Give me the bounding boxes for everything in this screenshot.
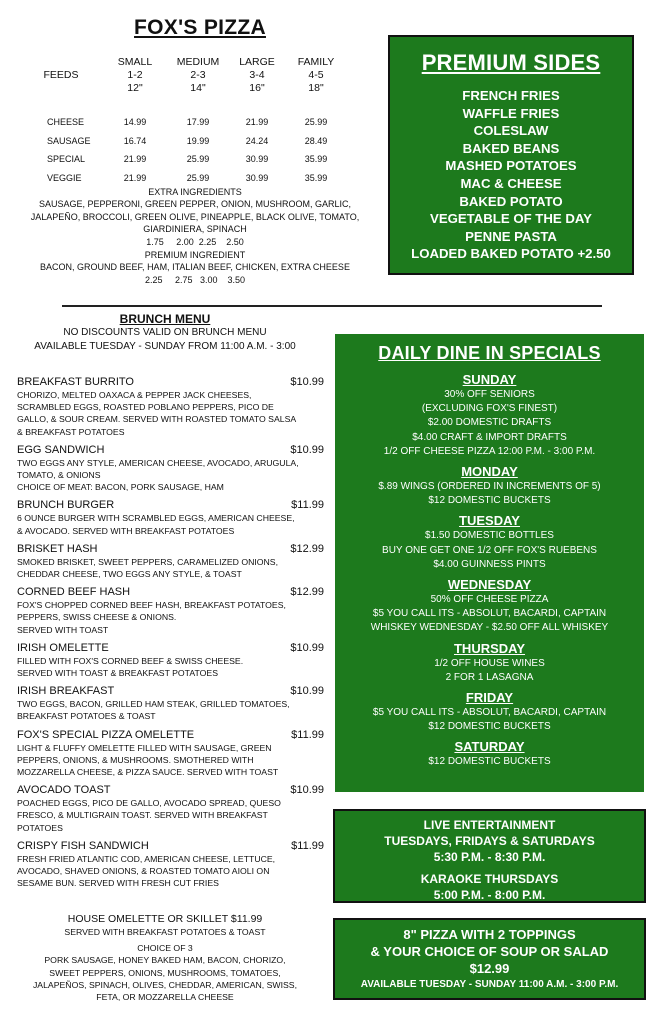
extra-ingredients-line: SAUSAGE, PEPPERONI, GREEN PEPPER, ONION, MUSHROOM, GARLIC, [38, 199, 352, 210]
brunch-note: NO DISCOUNTS VALID ON BRUNCH MENU [63, 327, 267, 338]
item-name: BRUNCH BURGER [17, 499, 115, 512]
side-item: BAKED POTATO [459, 193, 563, 209]
item-name: CRISPY FISH SANDWICH [17, 839, 149, 852]
item-name: AVOCADO TOAST [17, 784, 111, 797]
extra-ingredients-line: GIARDINIERA, SPINACH [143, 224, 247, 235]
item-name: BRISKET HASH [17, 542, 98, 555]
pizza-size-header [20, 56, 380, 95]
item-description: POACHED EGGS, PICO DE GALLO, AVOCADO SPREAD, QUESO FRESCO, & MULTIGRAIN TOAST. SERVED WITH BREAKFAST POTATOES [17, 798, 281, 833]
special-line: $5 YOU CALL ITS - ABSOLUT, BACARDI, CAPTAIN [372, 608, 607, 620]
brunch-header [0, 312, 330, 353]
promo-line: 8" PIZZA WITH 2 TOPPINGS [403, 927, 576, 942]
day-name: FRIDAY [465, 690, 514, 706]
extra-ingredients-line: JALAPEÑO, BROCCOLI, GREEN OLIVE, PINEAPPLE, BLACK OLIVE, TOMATO, [30, 211, 360, 222]
item-name: IRISH OMELETTE [17, 641, 109, 654]
side-item: MASHED POTATOES [445, 158, 577, 174]
item-price: $10.99 [290, 376, 324, 388]
extra-ingredients-heading: EXTRA INGREDIENTS [148, 187, 242, 197]
item-price: $10.99 [290, 784, 324, 797]
size-medium: MEDIUM [176, 56, 220, 68]
premium-ingredient-heading: PREMIUM INGREDIENT [144, 250, 246, 261]
menu-item [17, 375, 324, 438]
house-omelette-option-line: FETA, OR MOZZARELLA CHEESE [96, 992, 234, 1003]
special-day [335, 577, 644, 636]
item-description: CHORIZO, MELTED OAXACA & PEPPER JACK CHEESES, SCRAMBLED EGGS, ROASTED POBLANO PEPPERS, PICO DE GALLO, & SOUR CREAM. SERVED WITH ROASTED TOMATO SALSA & BREAKFAST POTATOES [17, 390, 296, 437]
brunch-availability: AVAILABLE TUESDAY - SUNDAY FROM 11:00 A.M. - 3:00 [34, 340, 296, 352]
karaoke-heading: KARAOKE THURSDAYS [420, 872, 559, 886]
item-description: TWO EGGS, BACON, GRILLED HAM STEAK, GRILLED TOMATOES, BREAKFAST POTATOES & TOAST [17, 699, 290, 722]
item-price: $10.99 [290, 443, 324, 456]
special-day [335, 513, 644, 572]
special-line: 2 FOR 1 LASAGNA [445, 671, 534, 683]
item-price: $12.99 [290, 586, 324, 599]
item-description: FOX'S CHOPPED CORNED BEEF HASH, BREAKFAST POTATOES, PEPPERS, SWISS CHEESE & ONIONS. SERVED WITH TOAST [17, 600, 286, 635]
size-small: SMALL [117, 56, 153, 68]
day-name: SUNDAY [462, 372, 517, 387]
feeds-family: 4-5 [308, 69, 324, 81]
special-line: 50% OFF CHEESE PIZZA [430, 594, 549, 606]
special-day [335, 641, 644, 685]
special-line: $12 DOMESTIC BUCKETS [428, 756, 551, 768]
special-line: 30% OFF SENIORS [444, 389, 535, 400]
inch-family: 18" [308, 82, 324, 94]
brunch-heading: BRUNCH MENU [119, 312, 211, 326]
pizza-promo-box [335, 920, 644, 998]
feeds-large: 3-4 [249, 69, 265, 81]
pizza-price-table [20, 113, 380, 187]
live-entertainment-heading: LIVE ENTERTAINMENT [423, 818, 556, 832]
side-item: PENNE PASTA [465, 228, 557, 244]
side-item: LOADED BAKED POTATO +2.50 [411, 246, 611, 262]
day-name: TUESDAY [459, 513, 520, 529]
special-day [335, 690, 644, 734]
special-line: $4.00 GUINNESS PINTS [433, 558, 546, 570]
side-item: MAC & CHEESE [460, 175, 562, 191]
item-description: FILLED WITH FOX'S CORNED BEEF & SWISS CHEESE. SERVED WITH TOAST & BREAKFAST POTATOES [17, 655, 244, 679]
inch-large: 16" [249, 82, 265, 94]
house-omelette-section [0, 913, 330, 1003]
promo-availability: AVAILABLE TUESDAY - SUNDAY 11:00 A.M. - 3:00 P.M. [360, 979, 619, 990]
house-omelette-option-line: PORK SAUSAGE, HONEY BAKED HAM, BACON, CHORIZO, [44, 955, 286, 966]
item-price: $11.99 [291, 728, 324, 741]
item-name: IRISH BREAKFAST [17, 685, 115, 698]
menu-item [17, 783, 324, 834]
live-entertainment-box [335, 811, 644, 901]
item-name: EGG SANDWICH [17, 443, 105, 456]
item-description: FRESH FRIED ATLANTIC COD, AMERICAN CHEESE, LETTUCE, AVOCADO, SHAVED ONIONS, & ROASTED TOMATO AIOLI ON SESAME BUN. SERVED WITH FRESH CUT FRIES [17, 853, 276, 889]
price-row: VEGGIE 21.99 25.99 30.99 35.99 [47, 172, 328, 183]
live-entertainment-days: TUESDAYS, FRIDAYS & SATURDAYS [384, 834, 595, 848]
premium-sides-box [390, 37, 632, 273]
item-price: $10.99 [290, 685, 324, 698]
menu-item [17, 728, 324, 779]
size-family: FAMILY [297, 56, 335, 68]
special-line: $12 DOMESTIC BUCKETS [428, 721, 551, 733]
premium-sides-list [390, 87, 632, 263]
side-item: BAKED BEANS [462, 140, 560, 156]
inch-medium: 14" [190, 82, 206, 94]
special-line: 1/2 OFF CHEESE PIZZA 12:00 P.M. - 3:00 P.M. [383, 445, 596, 457]
item-name: CORNED BEEF HASH [17, 586, 131, 599]
special-line: $4.00 CRAFT & IMPORT DRAFTS [412, 431, 567, 443]
menu-item [17, 498, 324, 536]
promo-price: $12.99 [469, 961, 510, 976]
special-day [335, 372, 644, 459]
feeds-medium: 2-3 [190, 69, 206, 81]
special-line: $.89 WINGS (ORDERED IN INCREMENTS OF 5) [378, 481, 601, 493]
special-line: BUY ONE GET ONE 1/2 OFF FOX'S RUEBENS [382, 544, 597, 556]
menu-item [17, 542, 324, 580]
daily-specials-heading: DAILY DINE IN SPECIALS [378, 343, 601, 363]
side-item: VEGETABLE OF THE DAY [430, 211, 592, 227]
item-description: SMOKED BRISKET, SWEET PEPPERS, CARAMELIZED ONIONS, CHEDDAR CHEESE, TWO EGGS ANY STYLE, & TOAST [17, 556, 279, 580]
price-row: SPECIAL 21.99 25.99 30.99 35.99 [47, 154, 328, 165]
item-price: $10.99 [290, 641, 324, 654]
special-line: $12 DOMESTIC BUCKETS [428, 495, 551, 507]
item-price: $12.99 [290, 542, 324, 555]
special-day [335, 464, 644, 508]
menu-item [17, 585, 324, 636]
special-line: $1.50 DOMESTIC BOTTLES [425, 530, 554, 542]
special-day [335, 739, 644, 769]
menu-item [17, 641, 324, 679]
house-omelette-choice: CHOICE OF 3 [137, 943, 193, 954]
premium-sides-heading: PREMIUM SIDES [421, 50, 601, 75]
special-line: $5 YOU CALL ITS - ABSOLUT, BACARDI, CAPTAIN [372, 707, 607, 719]
day-name: SATURDAY [454, 739, 525, 755]
item-description: LIGHT & FLUFFY OMELETTE FILLED WITH SAUSAGE, GREEN PEPPERS, ONIONS, & MUSHROOMS. SMOTHERED WITH MOZZARELLA CHEESE, & PIZZA SAUCE. SERVED WITH TOAST [17, 742, 279, 778]
side-item: COLESLAW [473, 123, 549, 139]
house-omelette-heading: HOUSE OMELETTE OR SKILLET $11.99 [67, 913, 263, 925]
brunch-items [17, 375, 324, 894]
size-large: LARGE [239, 56, 275, 68]
premium-ingredient-list: BACON, GROUND BEEF, HAM, ITALIAN BEEF, CHICKEN, EXTRA CHEESE [40, 262, 350, 273]
daily-specials-box [335, 334, 644, 792]
item-name: FOX'S SPECIAL PIZZA OMELETTE [17, 728, 195, 741]
house-omelette-served: SERVED WITH BREAKFAST POTATOES & TOAST [64, 927, 266, 937]
menu-title: FOX'S PIZZA [134, 16, 266, 39]
feeds-label: FEEDS [43, 69, 79, 81]
price-row: CHEESE 14.99 17.99 21.99 25.99 [47, 117, 328, 128]
special-line: (EXCLUDING FOX'S FINEST) [421, 403, 558, 415]
item-description: TWO EGGS ANY STYLE, AMERICAN CHEESE, AVOCADO, ARUGULA, TOMATO, & ONIONS CHOICE OF MEAT: BACON, PORK SAUSAGE, HAM [17, 457, 299, 493]
special-line: 1/2 OFF HOUSE WINES [434, 657, 545, 669]
promo-line: & YOUR CHOICE OF SOUP OR SALAD [370, 944, 609, 959]
premium-ingredient-prices: 2.25 2.75 3.00 3.50 [144, 274, 246, 285]
side-item: FRENCH FRIES [462, 88, 560, 103]
menu-item [17, 443, 324, 494]
feeds-small: 1-2 [127, 69, 143, 81]
special-line: $2.00 DOMESTIC DRAFTS [427, 417, 552, 429]
house-omelette-option-line: SWEET PEPPERS, ONIONS, MUSHROOMS, TOMATOES, [49, 967, 281, 978]
item-price: $11.99 [291, 499, 324, 512]
menu-item [17, 839, 324, 890]
item-description: 6 OUNCE BURGER WITH SCRAMBLED EGGS, AMERICAN CHEESE, & AVOCADO. SERVED WITH BREAKFAST POTATOES [17, 513, 295, 536]
section-divider [62, 305, 602, 307]
extra-ingredients [0, 186, 390, 286]
side-item: WAFFLE FRIES [462, 105, 560, 121]
day-name: MONDAY [461, 464, 518, 480]
price-row: SAUSAGE 16.74 19.99 24.24 28.49 [47, 135, 328, 146]
karaoke-time: 5:00 P.M. - 8:00 P.M. [433, 888, 546, 902]
special-line: WHISKEY WEDNESDAY - $2.50 OFF ALL WHISKEY [370, 622, 609, 634]
day-name: WEDNESDAY [447, 577, 532, 593]
menu-item [17, 684, 324, 722]
item-price: $11.99 [291, 839, 324, 852]
inch-small: 12" [127, 82, 143, 94]
item-name: BREAKFAST BURRITO [17, 376, 134, 388]
day-name: THURSDAY [453, 640, 526, 656]
extra-ingredients-prices: 1.75 2.00 2.25 2.50 [146, 236, 244, 247]
live-entertainment-time: 5:30 P.M. - 8:30 P.M. [433, 850, 546, 864]
house-omelette-option-line: JALAPEÑOS, SPINACH, OLIVES, CHEDDAR, AMERICAN, SWISS, [32, 979, 298, 990]
